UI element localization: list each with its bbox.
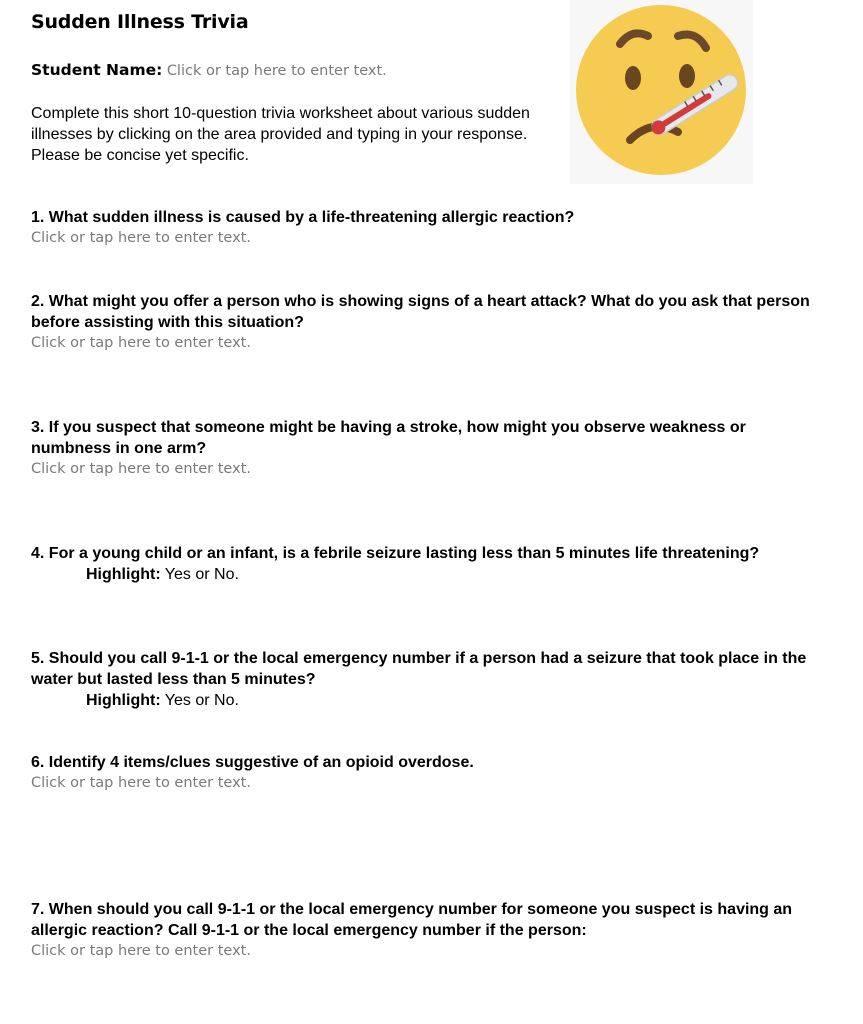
student-name-field[interactable]: Click or tap here to enter text. (166, 63, 387, 79)
question-3 (31, 417, 821, 480)
instructions: Complete this short 10-question trivia worksheet about various sudden illnesses by clicking on the area provided and typing in your response. Please be concise yet specific. (31, 105, 530, 164)
highlight-options[interactable]: Yes or No. (164, 692, 239, 709)
highlight-options[interactable]: Yes or No. (164, 566, 239, 583)
highlight-label: Highlight: (86, 692, 161, 709)
highlight-prompt (86, 564, 821, 585)
question-text: 5. Should you call 9-1-1 or the local emergency number if a person had a seizure that took place in the water but lasted less than 5 minutes? (31, 650, 807, 688)
question-text: 2. What might you offer a person who is showing signs of a heart attack? What do you ask that person before assisting with this situation? (31, 293, 810, 331)
question-5 (31, 648, 821, 711)
question-text: 4. For a young child or an infant, is a febrile seizure lasting less than 5 minutes life threatening? (31, 545, 760, 562)
question-text: 6. Identify 4 items/clues suggestive of an opioid overdose. (31, 754, 474, 771)
question-4 (31, 543, 821, 585)
student-name-label: Student Name: (31, 61, 163, 79)
answer-field[interactable]: Click or tap here to enter text. (31, 775, 251, 791)
question-text: 1. What sudden illness is caused by a life-threatening allergic reaction? (31, 209, 575, 226)
worksheet-title: Sudden Illness Trivia (31, 11, 249, 33)
highlight-label: Highlight: (86, 566, 161, 583)
answer-field[interactable]: Click or tap here to enter text. (31, 461, 251, 477)
face-with-thermometer-emoji (570, 0, 753, 184)
highlight-prompt (86, 690, 821, 711)
student-name-row (31, 61, 387, 80)
question-text: 7. When should you call 9-1-1 or the local emergency number for someone you suspect is having an allergic reaction? Call 9-1-1 or the local emergency number if the person: (31, 901, 793, 939)
question-1 (31, 207, 821, 249)
question-text: 3. If you suspect that someone might be having a stroke, how might you observe weakness or numbness in one arm? (31, 419, 746, 457)
question-2 (31, 291, 821, 354)
answer-field[interactable]: Click or tap here to enter text. (31, 335, 251, 351)
answer-field[interactable]: Click or tap here to enter text. (31, 943, 251, 959)
question-7 (31, 899, 821, 962)
answer-field[interactable]: Click or tap here to enter text. (31, 230, 251, 246)
question-6 (31, 752, 821, 794)
